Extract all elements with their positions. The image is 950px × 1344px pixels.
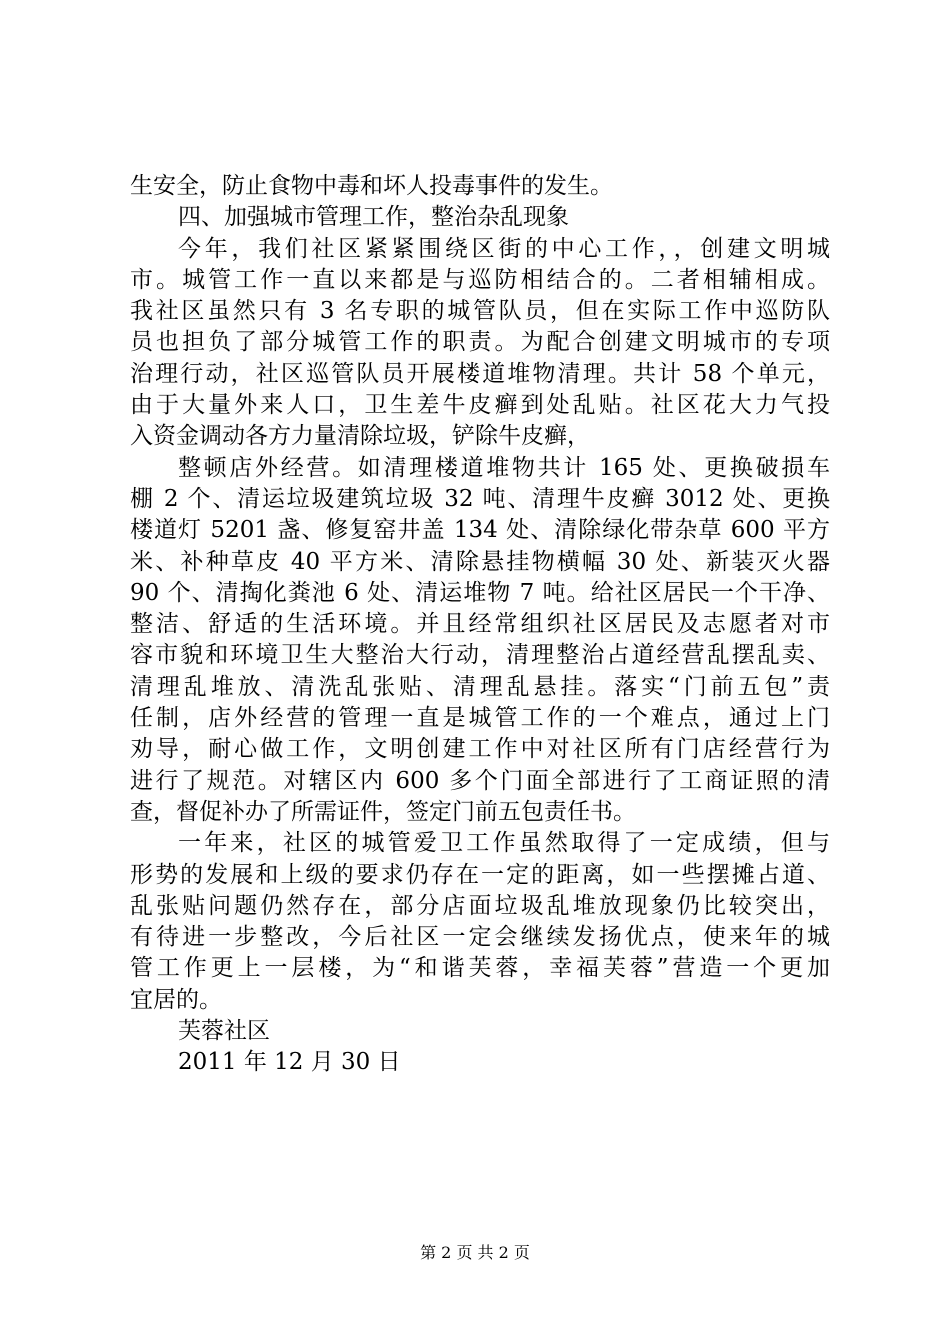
text-line: 宜居的。 (130, 986, 222, 1013)
document-body (130, 171, 830, 1079)
text-line: 管工作更上一层楼，为“和谐芙蓉，幸福芙蓉”营造一个更加 (130, 955, 830, 982)
text-line: 劝导，耐心做工作，文明创建工作中对社区所有门店经营行为 (130, 736, 830, 763)
text-line: 清理乱堆放、清洗乱张贴、清理乱悬挂。落实“门前五包”责 (130, 673, 830, 700)
text-line: 我社区虽然只有 3 名专职的城管队员，但在实际工作中巡防队 (130, 298, 830, 325)
text-line: 棚 2 个、清运垃圾建筑垃圾 32 吨、清理牛皮癣 3012 处、更换 (130, 485, 830, 512)
text-line: 整洁、舒适的生活环境。并且经常组织社区居民及志愿者对市 (130, 611, 830, 638)
text-line: 有待进一步整改，今后社区一定会继续发扬优点，使来年的城 (130, 924, 830, 951)
text-line: 由于大量外来人口，卫生差牛皮癣到处乱贴。社区花大力气投 (130, 392, 830, 419)
text-line: 米、补种草皮 40 平方米、清除悬挂物横幅 30 处、新装灭火器 (130, 548, 830, 575)
text-line: 市。城管工作一直以来都是与巡防相结合的。二者相辅相成。 (130, 266, 830, 293)
text-line: 形势的发展和上级的要求仍存在一定的距离，如一些摆摊占道、 (130, 861, 830, 888)
text-line: 一年来，社区的城管爱卫工作虽然取得了一定成绩，但与 (178, 830, 830, 857)
text-line: 生安全，防止食物中毒和坏人投毒事件的发生。 (130, 173, 613, 199)
text-line: 乱张贴问题仍然存在，部分店面垃圾乱堆放现象仍比较突出， (130, 892, 830, 919)
text-line: 查，督促补办了所需证件，签定门前五包责任书。 (130, 798, 636, 825)
text-line: 楼道灯 5201 盏、修复窑井盖 134 处、清除绿化带杂草 600 平方 (130, 517, 830, 544)
text-line: 四、加强城市管理工作，整治杂乱现象 (178, 204, 569, 231)
text-line: 2011 年 12 月 30 日 (178, 1049, 401, 1076)
text-line: 芙蓉社区 (178, 1018, 270, 1045)
text-line: 治理行动，社区巡管队员开展楼道堆物清理。共计 58 个单元， (130, 360, 830, 387)
text-line: 任制，店外经营的管理一直是城管工作的一个难点，通过上门 (130, 705, 830, 732)
text-line: 整顿店外经营。如清理楼道堆物共计 165 处、更换破损车 (178, 454, 830, 481)
page-footer: 第 2 页 共 2 页 (420, 1243, 530, 1262)
text-line: 入资金调动各方力量清除垃圾，铲除牛皮癣， (130, 423, 590, 450)
text-line: 员也担负了部分城管工作的职责。为配合创建文明城市的专项 (130, 329, 830, 356)
text-line: 容市貌和环境卫生大整治大行动，清理整治占道经营乱摆乱卖、 (130, 642, 830, 669)
text-line: 进行了规范。对辖区内 600 多个门面全部进行了工商证照的清 (130, 767, 830, 794)
text-line: 今年，我们社区紧紧围绕区街的中心工作，，创建文明城 (178, 235, 830, 262)
text-line: 90 个、清掏化粪池 6 处、清运堆物 7 吨。给社区居民一个干净、 (130, 579, 830, 606)
